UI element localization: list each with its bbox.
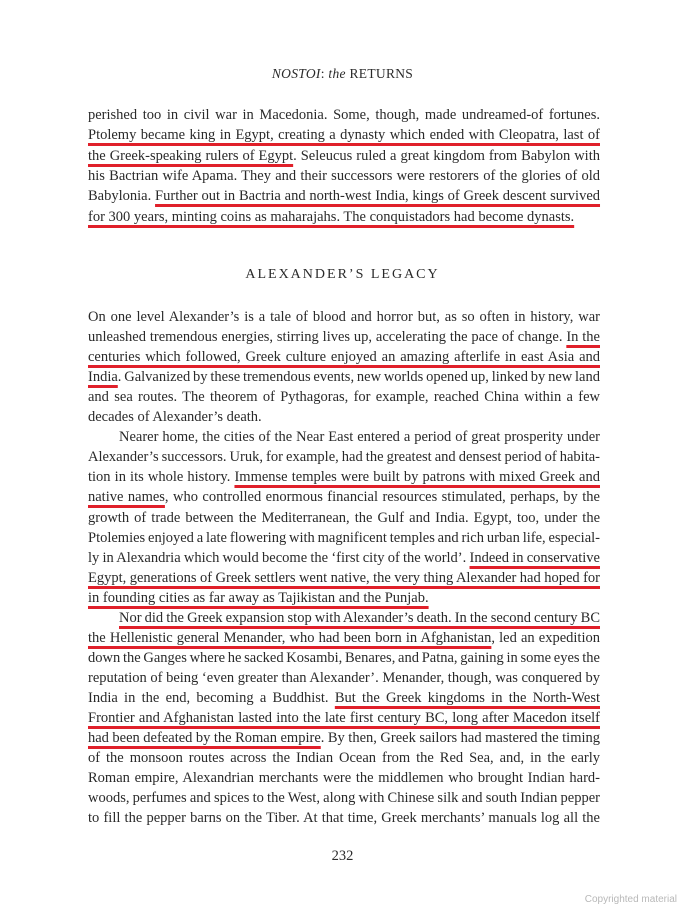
text-segment: . By then, Greek sailors had mastered the timing <box>320 730 601 747</box>
text-line <box>88 186 600 206</box>
text-segment: On one level Alexander’s is a tale of blood and horror but, as so often in history, war <box>88 309 600 325</box>
text-line <box>88 668 600 688</box>
text-segment: , who controlled enormous financial resources stimulated, perhaps, by the <box>164 489 600 506</box>
text-segment: Nearer home, the cities of the Near East entered a period of great prosperity under <box>119 429 600 446</box>
text-line <box>88 568 600 588</box>
text-line <box>88 487 600 507</box>
text-line <box>88 207 574 227</box>
text-segment: decades of Alexander’s death. <box>88 409 262 426</box>
text-segment: Alexander’s successors. Uruk, for example, had the greatest and densest period of habita- <box>88 449 600 466</box>
text-line <box>88 688 600 708</box>
text-line <box>88 307 600 327</box>
running-head <box>0 66 685 82</box>
text-segment: unleashed tremendous energies, stirring lives up, accelerating the pace of change. <box>88 329 567 346</box>
text-line <box>88 407 262 427</box>
underlined-text: Indeed in conservative <box>469 549 600 566</box>
text-line <box>88 146 600 166</box>
text-segment: woods, perfumes and spices to the West, along with Chinese silk and south Indian pepper <box>88 790 600 807</box>
text-line <box>88 608 600 628</box>
running-head-italic: NOSTOI <box>271 66 321 81</box>
underlined-text: Egypt, generations of Greek settlers went native, the very thing Alexander had hoped for <box>88 569 600 586</box>
running-head-rest: RETURNS <box>345 66 414 81</box>
text-line <box>88 327 600 347</box>
text-line <box>88 708 600 728</box>
text-line <box>88 788 600 808</box>
text-line <box>88 628 600 648</box>
text-segment: growth of trade between the Mediterranean, the Gulf and India. Egypt, too, under the <box>88 509 600 526</box>
underlined-text: in founding cities as far away as Tajikistan and the Punjab. <box>88 589 429 606</box>
text-line <box>88 166 600 186</box>
text-segment: to fill the pepper barns on the Tiber. At that time, Greek merchants’ manuals log all the <box>88 810 600 827</box>
text-line <box>88 105 600 125</box>
text-line <box>88 648 600 668</box>
page-number: 232 <box>331 848 354 864</box>
text-line <box>88 347 600 367</box>
text-line <box>88 808 600 828</box>
text-line <box>88 728 600 748</box>
text-segment: of the monsoon routes across the Indian Ocean from the Red Sea, and, in the early <box>88 750 600 767</box>
text-line <box>88 768 600 788</box>
underlined-text: native names <box>88 489 165 506</box>
text-line <box>88 125 600 145</box>
underlined-text: had been defeated by the Roman empire <box>88 730 321 747</box>
underlined-text: India <box>88 369 118 386</box>
underlined-text: centuries which followed, Greek culture enjoyed an amazing afterlife in east Asia and <box>88 349 600 366</box>
text-segment: reputation of being ‘even greater than Alexander’. Menander, though, was conquered by <box>88 669 600 686</box>
underlined-text: In the <box>566 329 600 346</box>
running-head-the: the <box>324 66 346 81</box>
underlined-text: for 300 years, minting coins as maharajahs. The conquistadors had become dynasts. <box>88 208 575 225</box>
underlined-text: Immense temples were built by patrons with mixed Greek and <box>234 469 600 486</box>
text-segment: India in the end, becoming a Buddhist. <box>88 689 335 706</box>
underlined-text: Nor did the Greek expansion stop with Alexander’s death. In the second century BC <box>119 609 600 626</box>
text-line <box>88 508 600 528</box>
text-segment: and sea routes. The theorem of Pythagoras, for example, reached China within a few <box>88 389 600 406</box>
text-segment: down the Ganges where he sacked Kosambi, Benares, and Patna, gaining in some eyes the <box>88 649 600 666</box>
underlined-text: Further out in Bactria and north-west India, kings of Greek descent survived <box>155 188 601 205</box>
copyright-watermark: Copyrighted material <box>584 894 677 905</box>
running-head-colon: : <box>320 66 325 81</box>
text-segment: Ptolemies enjoyed a late flowering with magnificent temples and rich urban life, especial- <box>88 529 600 546</box>
text-line <box>88 367 600 387</box>
text-line <box>88 467 600 487</box>
underlined-text: the Hellenistic general Menander, who had been born in Afghanistan <box>88 629 492 646</box>
text-segment: . Seleucus ruled a great kingdom from Babylon with <box>293 147 600 164</box>
section-heading: ALEXANDER’S LEGACY <box>245 267 440 282</box>
text-line <box>88 748 600 768</box>
text-line <box>88 588 429 608</box>
text-line <box>88 427 600 447</box>
text-segment: perished too in civil war in Macedonia. Some, though, made undreamed-of fortunes. <box>88 107 600 123</box>
text-segment: , led an expedition <box>491 629 600 646</box>
text-line <box>88 387 600 407</box>
underlined-text: Ptolemy became king in Egypt, creating a dynasty which ended with Cleopatra, last of <box>88 127 600 144</box>
underlined-text: But the Greek kingdoms in the North-West <box>334 689 600 706</box>
underlined-text: Frontier and Afghanistan lasted into the late first century BC, long after Macedon itself <box>88 710 600 726</box>
text-segment: Roman empire, Alexandrian merchants were the middlemen who brought Indian hard- <box>88 770 600 787</box>
text-line <box>88 447 600 467</box>
text-line <box>88 548 600 568</box>
text-segment: tion in its whole history. <box>88 469 235 486</box>
underlined-text: the Greek-speaking rulers of Egypt <box>88 147 294 164</box>
text-line <box>88 528 600 548</box>
text-segment: . Galvanized by these tremendous events, new worlds opened up, linked by new land <box>117 369 600 386</box>
text-segment: Babylonia. <box>88 188 156 205</box>
text-segment: his Bactrian wife Apama. They and their successors were restorers of the glories of old <box>88 167 600 184</box>
text-segment: ly in Alexandria which would become the ‘first city of the world’. <box>88 549 470 566</box>
